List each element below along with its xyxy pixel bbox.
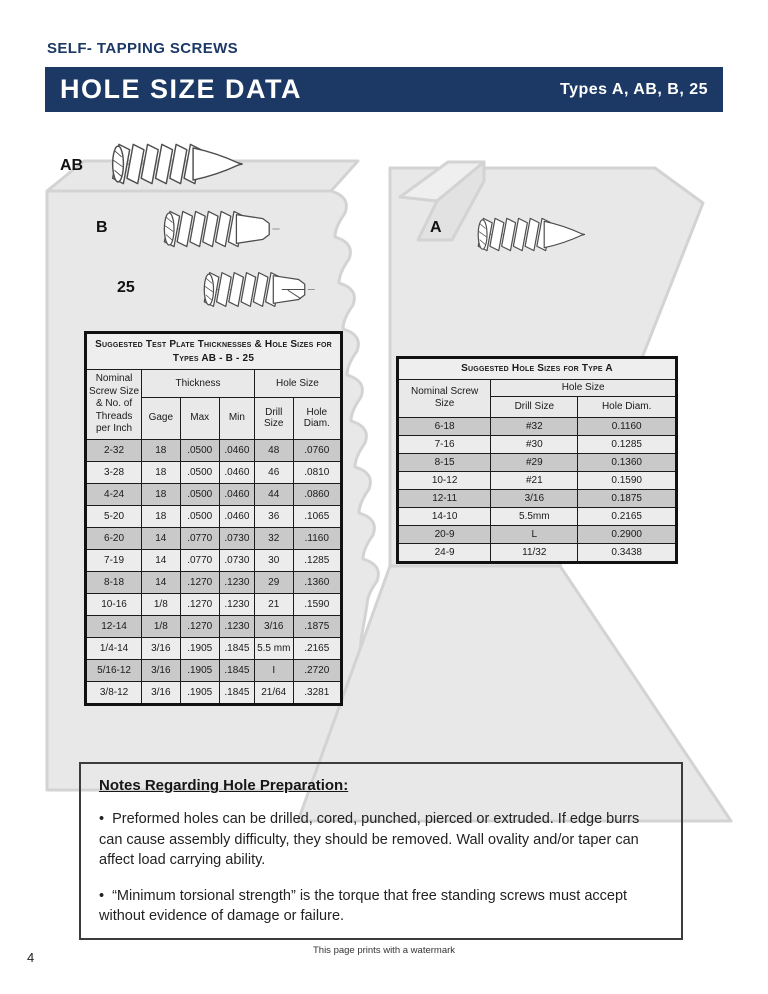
table-cell: 5.5mm: [491, 507, 578, 525]
table-cell: 14: [142, 527, 180, 549]
table-cell: 1/8: [142, 615, 180, 637]
table-cell: 5.5 mm: [254, 637, 293, 659]
table-cell: 6-20: [86, 527, 142, 549]
table-cell: 5/16-12: [86, 659, 142, 681]
table-cell: .1065: [293, 505, 341, 527]
table-cell: .2720: [293, 659, 341, 681]
table-cell: .1590: [293, 593, 341, 615]
column-header: Drill Size: [491, 396, 578, 417]
table-cell: .0770: [180, 549, 219, 571]
table-row: [86, 681, 342, 704]
table-cell: 5-20: [86, 505, 142, 527]
table-row: [86, 571, 342, 593]
table-cell: 0.2165: [578, 507, 677, 525]
title-banner: [45, 67, 723, 112]
table-cell: 0.3438: [578, 543, 677, 562]
note-item: [99, 886, 663, 927]
table-cell: 18: [142, 483, 180, 505]
table-row: [398, 471, 677, 489]
table-cell: 21/64: [254, 681, 293, 704]
table-cell: .0730: [219, 549, 254, 571]
note-text: Preformed holes can be drilled, cored, punched, pierced or extruded. If edge burrs can cause assembly difficulty, they should be removed. Wall ovality and/or taper can affect load carrying ability.: [99, 811, 640, 869]
table-row: [86, 593, 342, 615]
table-cell: .0500: [180, 461, 219, 483]
table-cell: 0.2900: [578, 525, 677, 543]
table-cell: .1905: [180, 681, 219, 704]
table-cell: 24-9: [398, 543, 491, 562]
table-cell: .1230: [219, 615, 254, 637]
column-group-header: Hole Size: [254, 370, 341, 398]
table-cell: .0770: [180, 527, 219, 549]
table-cell: 32: [254, 527, 293, 549]
table-cell: 21: [254, 593, 293, 615]
page-title: HOLE SIZE DATA: [60, 74, 302, 104]
table-cell: .3281: [293, 681, 341, 704]
page-number: 4: [27, 950, 35, 965]
table-cell: .1285: [293, 549, 341, 571]
table-cell: 18: [142, 461, 180, 483]
table-cell: .1360: [293, 571, 341, 593]
table-cell: .0460: [219, 483, 254, 505]
table-row: [398, 543, 677, 562]
screw-type-b-illustration: [162, 206, 282, 252]
watermark-footnote: This page prints with a watermark: [312, 945, 456, 956]
table-cell: 6-18: [398, 417, 491, 435]
table-cell: .1845: [219, 681, 254, 704]
table-cell: .0810: [293, 461, 341, 483]
screw-types-label: Types A, AB, B, 25: [560, 80, 708, 98]
screw-type-25-illustration: [202, 266, 317, 313]
table-cell: .0860: [293, 483, 341, 505]
table-cell: 2-32: [86, 439, 142, 461]
table-cell: .1845: [219, 659, 254, 681]
table-row: [86, 637, 342, 659]
table-row: [86, 461, 342, 483]
table-row: [86, 615, 342, 637]
table-cell: 14: [142, 571, 180, 593]
notes-title: Notes Regarding Hole Preparation:: [99, 777, 349, 794]
table-row: [398, 489, 677, 507]
column-header: Hole Diam.: [293, 397, 341, 439]
table-row: [86, 483, 342, 505]
test-plate-hole-size-table: [84, 331, 343, 706]
table-row: [86, 505, 342, 527]
page-eyebrow: SELF- TAPPING SCREWS: [47, 40, 239, 57]
table-cell: 3/16: [142, 637, 180, 659]
table-row: [86, 527, 342, 549]
column-header: Nominal Screw Size: [398, 379, 491, 417]
table-cell: 14: [142, 549, 180, 571]
table-cell: .0500: [180, 483, 219, 505]
table-cell: #21: [491, 471, 578, 489]
table-cell: 46: [254, 461, 293, 483]
bullet-icon: •: [99, 887, 105, 904]
column-header: Nominal Screw Size & No. of Threads per Inch: [86, 370, 142, 440]
table-cell: 36: [254, 505, 293, 527]
table-cell: .1160: [293, 527, 341, 549]
table-cell: 1/4-14: [86, 637, 142, 659]
table-cell: 3/16: [254, 615, 293, 637]
table-cell: .0460: [219, 439, 254, 461]
screw-label-25: 25: [117, 279, 135, 296]
table-cell: .1845: [219, 637, 254, 659]
column-header: Hole Diam.: [578, 396, 677, 417]
table-cell: .1270: [180, 571, 219, 593]
table-cell: .0460: [219, 505, 254, 527]
table-row: [86, 659, 342, 681]
table-cell: .0760: [293, 439, 341, 461]
table-cell: 18: [142, 439, 180, 461]
table-cell: 48: [254, 439, 293, 461]
column-group-header: Hole Size: [491, 379, 677, 396]
table-cell: 3-28: [86, 461, 142, 483]
table-cell: 0.1160: [578, 417, 677, 435]
table-cell: .0460: [219, 461, 254, 483]
notes-box: [79, 762, 683, 940]
table-cell: 10-16: [86, 593, 142, 615]
table-cell: .2165: [293, 637, 341, 659]
screw-label-a: A: [430, 219, 442, 236]
table-row: [398, 507, 677, 525]
screw-label-b: B: [96, 219, 108, 236]
column-group-header: Thickness: [142, 370, 255, 398]
screw-label-ab: AB: [60, 157, 84, 174]
table-cell: 4-24: [86, 483, 142, 505]
table-cell: 20-9: [398, 525, 491, 543]
table-cell: .1230: [219, 571, 254, 593]
type-a-hole-size-table: [396, 356, 678, 564]
note-text: “Minimum torsional strength” is the torque that free standing screws must accept without evidence of damage or failure.: [99, 887, 628, 925]
table-cell: .1230: [219, 593, 254, 615]
table-cell: .0730: [219, 527, 254, 549]
table-cell: #30: [491, 435, 578, 453]
table-cell: 29: [254, 571, 293, 593]
table-cell: .1905: [180, 637, 219, 659]
column-header: Gage: [142, 397, 180, 439]
table-row: [398, 417, 677, 435]
table-cell: 1/8: [142, 593, 180, 615]
column-header: Min: [219, 397, 254, 439]
table-row: [398, 435, 677, 453]
table-cell: 14-10: [398, 507, 491, 525]
table-cell: .0500: [180, 505, 219, 527]
table-title: Suggested Test Plate Thicknesses & Hole Sizes for Types AB - B - 25: [86, 333, 342, 370]
table-cell: 0.1590: [578, 471, 677, 489]
screw-type-ab-illustration: [110, 139, 244, 189]
table-cell: 3/16: [142, 681, 180, 704]
table-cell: .1875: [293, 615, 341, 637]
table-cell: I: [254, 659, 293, 681]
table-cell: 8-18: [86, 571, 142, 593]
table-cell: .1270: [180, 593, 219, 615]
table-cell: 30: [254, 549, 293, 571]
table-cell: 3/16: [142, 659, 180, 681]
table-row: [398, 453, 677, 471]
table-title: Suggested Hole Sizes for Type A: [398, 358, 677, 380]
table-cell: .0500: [180, 439, 219, 461]
table-cell: 12-14: [86, 615, 142, 637]
table-cell: L: [491, 525, 578, 543]
table-cell: 0.1360: [578, 453, 677, 471]
screw-type-a-illustration: [476, 212, 586, 257]
table-row: [398, 525, 677, 543]
table-row: [86, 549, 342, 571]
column-header: Drill Size: [254, 397, 293, 439]
table-cell: .1270: [180, 615, 219, 637]
table-cell: 18: [142, 505, 180, 527]
table-cell: 44: [254, 483, 293, 505]
bullet-icon: •: [99, 811, 105, 827]
table-cell: .1905: [180, 659, 219, 681]
table-row: [86, 439, 342, 461]
table-cell: 7-19: [86, 549, 142, 571]
table-cell: 3/8-12: [86, 681, 142, 704]
table-cell: 0.1875: [578, 489, 677, 507]
table-cell: 12-11: [398, 489, 491, 507]
table-cell: 8-15: [398, 453, 491, 471]
note-item: [99, 809, 663, 871]
table-cell: 11/32: [491, 543, 578, 562]
table-cell: #29: [491, 453, 578, 471]
column-header: Max: [180, 397, 219, 439]
table-cell: #32: [491, 417, 578, 435]
table-cell: 7-16: [398, 435, 491, 453]
table-cell: 0.1285: [578, 435, 677, 453]
table-cell: 3/16: [491, 489, 578, 507]
table-cell: 10-12: [398, 471, 491, 489]
